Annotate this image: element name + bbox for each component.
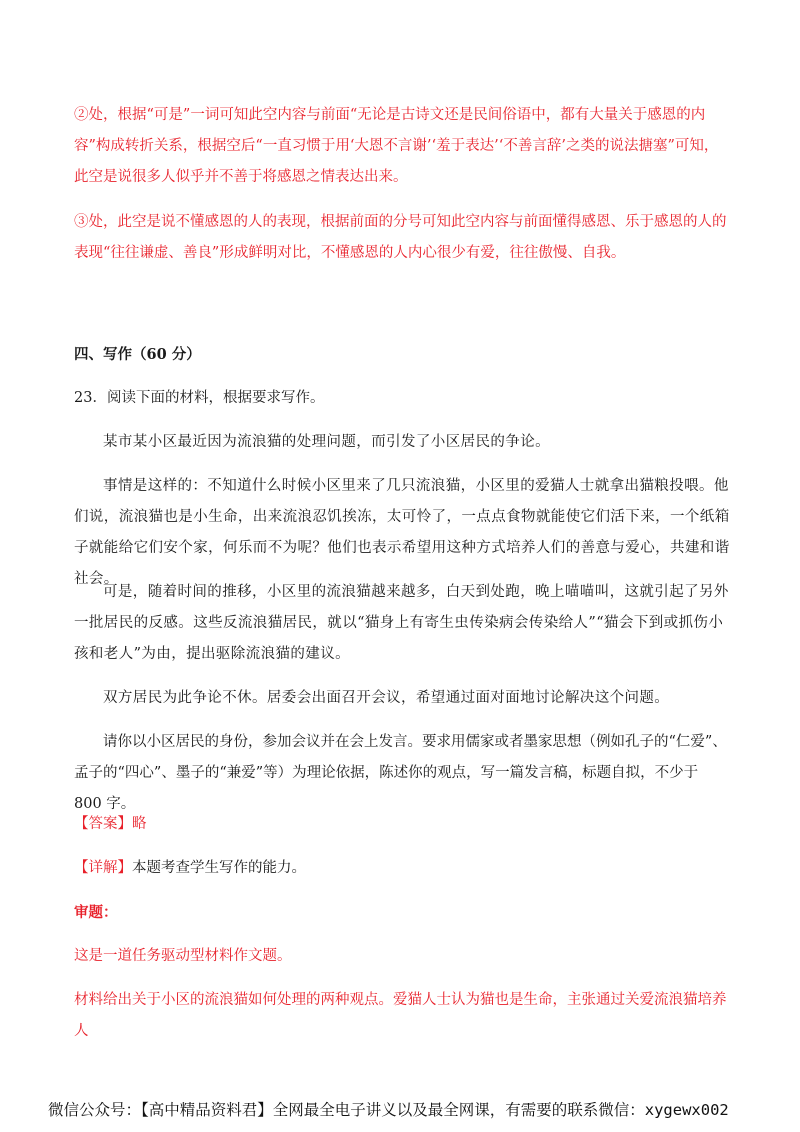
material-paragraph-3: 可是，随着时间的推移，小区里的流浪猫越来越多，白天到处跑，晚上喵喵叫，这就引起了另外一批居民的反感。这些反流浪猫居民，就以“猫身上有寄生虫传染病会传染给人”“猫会下到或抓伤小孩和老人”为由，提出驱除流浪猫的建议。 — [74, 584, 729, 662]
review-paragraph-2: 材料给出关于小区的流浪猫如何处理的两种观点。爱猫人士认为猫也是生命，主张通过关爱流浪猫培养人 — [74, 992, 727, 1039]
answer-value: 略 — [132, 816, 147, 832]
writing-task: 请你以小区居民的身份，参加会议并在会上发言。要求用儒家或者墨家思想（例如孔子的“仁爱”、孟子的“四心”、墨子的“兼爱”等）为理论依据，陈述你的观点，写一篇发言稿，标题自拟，不少于 800 字。 — [74, 734, 727, 812]
analysis-paragraph-2: ②处，根据“可是”一词可知此空内容与前面“无论是古诗文还是民间俗语中，都有大量关于感恩的内容”构成转折关系，根据空后“一直习惯于用‘大恩不言谢’‘羞于表达’‘不善言辞’之类的说法搪塞”可知，此空是说很多人似乎并不善于将感恩之情表达出来。 — [74, 107, 719, 185]
review-heading: 审题： — [74, 904, 118, 921]
footer-text: 微信公众号：【高中精品资料君】全网最全电子讲义以及最全网课，有需要的联系微信： — [48, 1101, 645, 1119]
section-heading: 四、写作（60 分） — [74, 346, 201, 363]
question-stem: 23．阅读下面的材料，根据要求写作。 — [74, 390, 325, 406]
detail-label: 【详解】 — [74, 860, 132, 876]
answer-label: 【答案】 — [74, 816, 132, 832]
answer-line — [74, 809, 730, 840]
page-footer — [48, 1098, 729, 1120]
footer-wechat-id: xygewx002 — [644, 1101, 729, 1119]
material-paragraph-2: 事情是这样的：不知道什么时候小区里来了几只流浪猫，小区里的爱猫人士就拿出猫粮投喂。他们说，流浪猫也是小生命，出来流浪忍饥挨冻，太可怜了，一点点食物就能使它们活下来，一个纸箱子就能给它们安个家，何乐而不为呢？他们也表示希望用这种方式培养人们的善意与爱心，共建和谐社会。 — [74, 478, 730, 587]
detail-value: 本题考查学生写作的能力。 — [132, 860, 306, 876]
detail-line — [74, 853, 730, 884]
analysis-paragraph-3: ③处，此空是说不懂感恩的人的表现，根据前面的分号可知此空内容与前面懂得感恩、乐于感恩的人的表现“往往谦虚、善良”形成鲜明对比，不懂感恩的人内心很少有爱，往往傲慢、自我。 — [74, 214, 727, 261]
material-paragraph-4: 双方居民为此争论不休。居委会出面召开会议，希望通过面对面地讨论解决这个问题。 — [103, 690, 670, 706]
material-paragraph-1: 某市某小区最近因为流浪猫的处理问题，而引发了小区居民的争论。 — [103, 434, 550, 450]
review-paragraph-1: 这是一道任务驱动型材料作文题。 — [74, 948, 292, 964]
